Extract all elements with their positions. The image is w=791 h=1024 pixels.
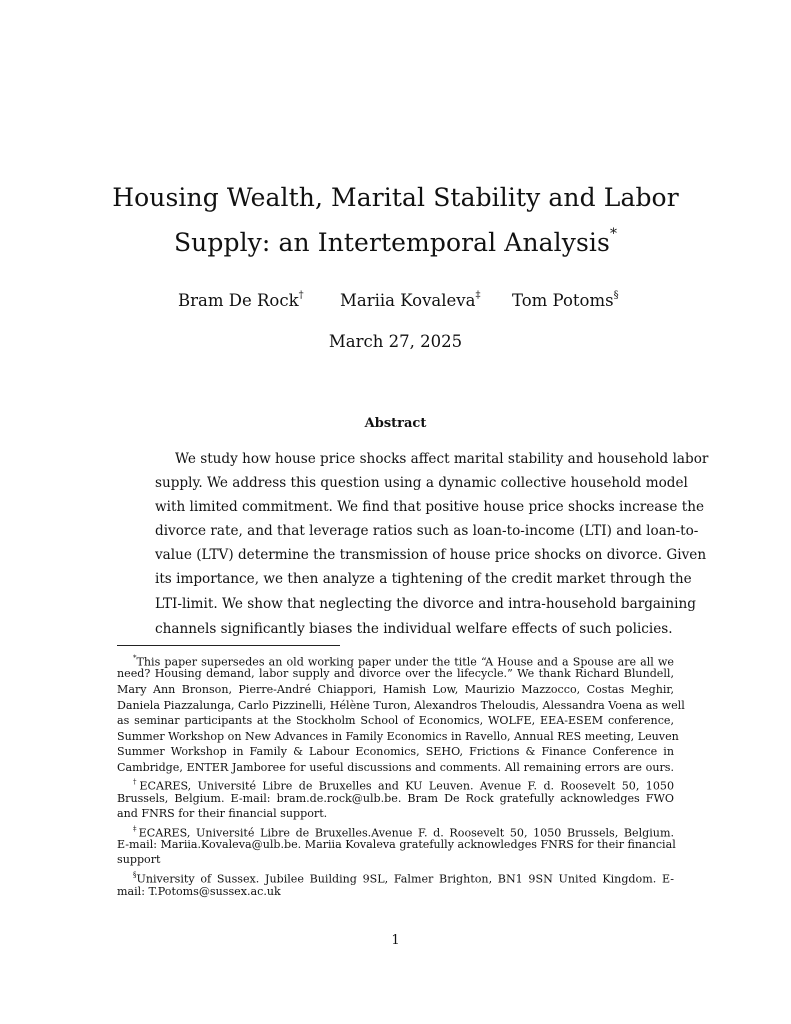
footnote-3-marker: ‡ <box>133 825 139 833</box>
footnote-1-line: Cambridge, ENTER Jamboree for useful discussions and comments. All remaining errors are ours. <box>117 761 674 774</box>
abstract-line: divorce rate, and that leverage ratios such as loan-to-income (LTI) and loan-to- <box>155 523 699 539</box>
footnote-rule <box>117 645 340 646</box>
paper-title-line-2-text: Supply: an Intertemporal Analysis <box>173 228 610 257</box>
abstract-line: channels significantly biases the individual welfare effects of such policies. <box>155 621 673 637</box>
footnote-1-line: Mary Ann Bronson, Pierre-André Chiappori, Hamish Low, Maurizio Mazzocco, Costas Meghir, <box>117 683 674 696</box>
footnote-1-line: Summer Workshop on New Advances in Family Economics in Ravello, Annual RES meeting, Leuven <box>117 730 679 743</box>
abstract-line: supply. We address this question using a dynamic collective household model <box>155 475 688 491</box>
author-2-marker: ‡ <box>475 289 481 301</box>
title-footnote-marker: * <box>609 225 618 242</box>
footnote-1-marker: * <box>133 654 137 662</box>
author-3-name: Tom Potoms <box>512 291 614 310</box>
footnote-3-text: ECARES, Université Libre de Bruxelles.Avenue F. d. Roosevelt 50, 1050 Brussels, Belgium. <box>138 826 675 840</box>
footnote-1-line: Summer Workshop in Family & Labour Economics, SEHO, Frictions & Finance Conference in <box>117 745 674 758</box>
footnote-4-line: mail: T.Potoms@sussex.ac.uk <box>117 885 281 898</box>
abstract-line: value (LTV) determine the transmission of house price shocks on divorce. Given <box>155 547 707 563</box>
author-1-name: Bram De Rock <box>178 291 299 310</box>
footnote-1-line: Daniela Piazzalunga, Carlo Pizzinelli, Hélène Turon, Alexandros Theloudis, Alessandra Voena as well <box>117 699 685 712</box>
footnote-3-line: E-mail: Mariia.Kovaleva@ulb.be. Mariia Kovaleva gratefully acknowledges FNRS for their financial <box>117 838 676 851</box>
footnote-2-line: Brussels, Belgium. E-mail: bram.de.rock@ulb.be. Bram De Rock gratefully acknowledges FWO <box>117 792 674 805</box>
author-3-marker: § <box>613 289 619 301</box>
footnote-1-text: This paper supersedes an old working paper under the title “A House and a Spouse are all we <box>136 655 674 669</box>
page-number: 1 <box>391 933 400 948</box>
abstract-line: LTI-limit. We show that neglecting the divorce and intra-household bargaining <box>155 596 696 612</box>
footnote-4-marker: § <box>133 871 137 879</box>
footnote-4-text: University of Sussex. Jubilee Building 9SL, Falmer Brighton, BN1 9SN United Kingdom. E- <box>136 872 674 886</box>
author-3 <box>512 291 619 310</box>
author-1-marker: † <box>298 289 304 301</box>
footnote-2-marker: † <box>133 778 140 786</box>
abstract-heading: Abstract <box>364 416 427 431</box>
abstract-line: with limited commitment. We find that positive house price shocks increase the <box>155 499 705 515</box>
paper-title-line-2 <box>0 225 791 257</box>
footnote-3-line: support <box>117 853 161 866</box>
author-2 <box>340 291 480 310</box>
footnote-2-line: and FNRS for their financial support. <box>117 807 328 820</box>
author-2-name: Mariia Kovaleva <box>340 291 476 310</box>
abstract-line: its importance, we then analyze a tightening of the credit market through the <box>155 571 692 587</box>
footnote-1-line: need? Housing demand, labor supply and divorce over the lifecycle.” We thank Richard Blundell, <box>117 667 674 680</box>
footnote-2-text: ECARES, Université Libre de Bruxelles and KU Leuven. Avenue F. d. Roosevelt 50, 1050 <box>139 779 674 793</box>
author-1 <box>178 291 304 310</box>
paper-date: March 27, 2025 <box>328 332 463 351</box>
footnote-1-line: as seminar participants at the Stockholm School of Economics, WOLFE, EEA-ESEM conference, <box>117 714 674 727</box>
paper-title-line-1: Housing Wealth, Marital Stability and Labor <box>112 183 679 212</box>
abstract-line: We study how house price shocks affect marital stability and household labor <box>175 451 709 467</box>
